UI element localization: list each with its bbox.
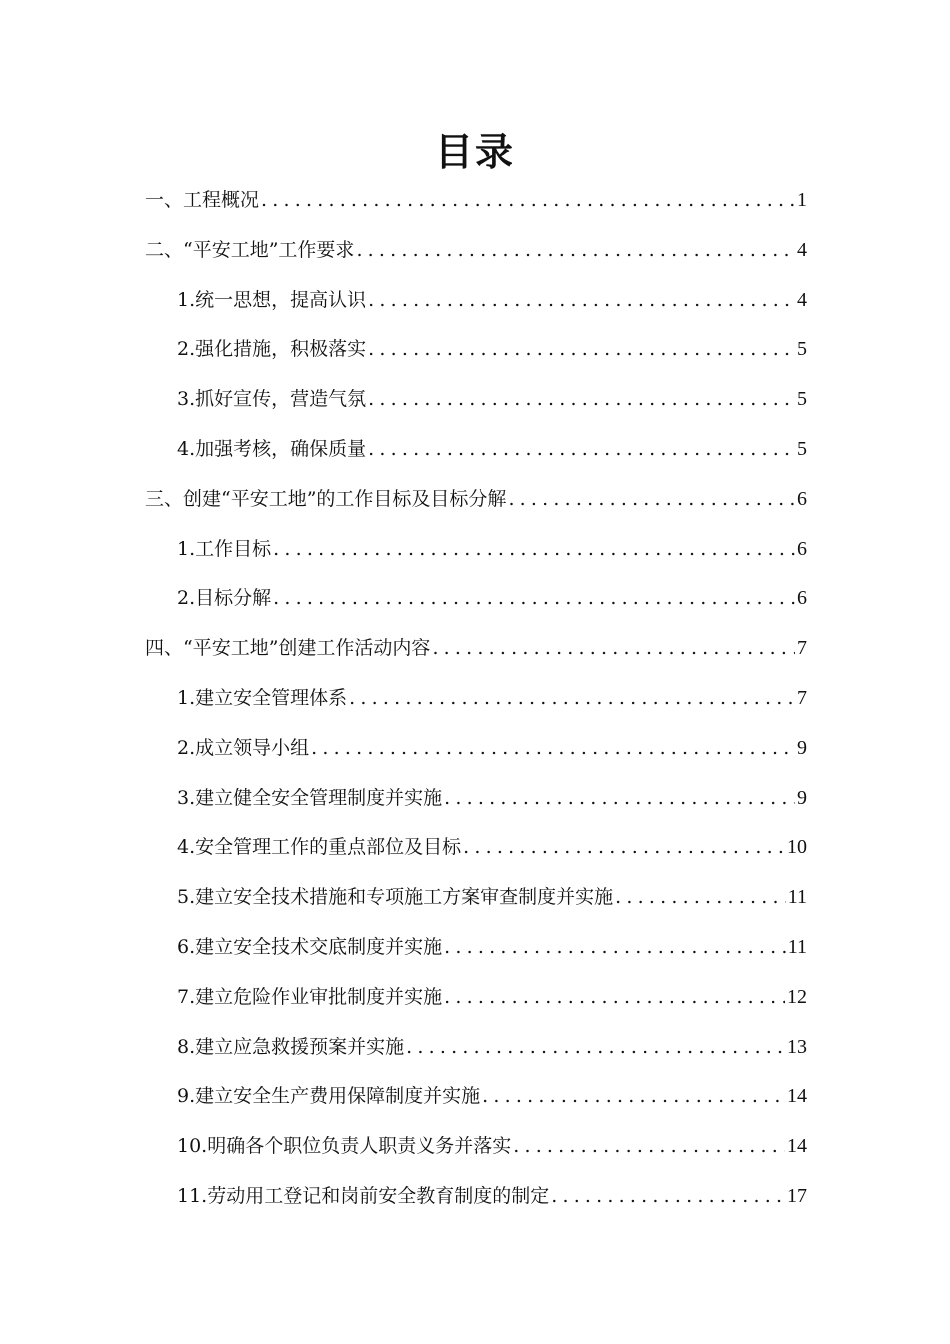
toc-entry-label: 二、“平安工地”工作要求: [145, 238, 355, 261]
toc-dot-leader: [368, 375, 795, 425]
toc-entry-page-number: 10: [787, 836, 807, 859]
toc-entry[interactable]: [145, 276, 807, 326]
toc-entry-page-number: 7: [797, 637, 807, 660]
toc-dot-leader: [508, 475, 795, 525]
toc-entry-label: 11.劳动用工登记和岗前安全教育制度的制定: [177, 1184, 550, 1207]
toc-entry-label: 10.明确各个职位负责人职责义务并落实: [177, 1135, 512, 1158]
toc-entry-label: 9.建立安全生产费用保障制度并实施: [177, 1085, 481, 1108]
toc-dot-leader: [406, 1023, 785, 1073]
toc-entry[interactable]: [145, 475, 807, 525]
toc-entry-label: 3.抓好宣传，营造气氛: [177, 388, 367, 411]
toc-entry-page-number: 9: [797, 786, 807, 809]
toc-entry-label: 2.成立领导小组: [177, 736, 310, 759]
toc-entry-page-number: 4: [797, 288, 807, 311]
toc-dot-leader: [444, 774, 795, 824]
toc-entry-page-number: 5: [797, 437, 807, 460]
toc-entry[interactable]: [145, 574, 807, 624]
toc-entry-page-number: 9: [797, 736, 807, 759]
table-of-contents: [145, 176, 807, 1222]
toc-dot-leader: [513, 1122, 785, 1172]
toc-title: 目录: [434, 130, 515, 174]
toc-entry[interactable]: [145, 873, 807, 923]
toc-dot-leader: [444, 973, 785, 1023]
toc-entry[interactable]: [145, 823, 807, 873]
toc-entry-label: 7.建立危险作业审批制度并实施: [177, 985, 443, 1008]
toc-dot-leader: [356, 226, 795, 276]
toc-entry-page-number: 14: [787, 1085, 807, 1108]
toc-dot-leader: [273, 525, 795, 575]
toc-entry-label: 2.目标分解: [177, 587, 272, 610]
toc-entry-page-number: 17: [787, 1184, 807, 1207]
toc-dot-leader: [444, 923, 786, 973]
toc-entry-page-number: 6: [797, 487, 807, 510]
toc-entry-page-number: 6: [797, 587, 807, 610]
toc-entry-page-number: 14: [787, 1135, 807, 1158]
toc-entry[interactable]: [145, 226, 807, 276]
toc-entry[interactable]: [145, 1172, 807, 1222]
toc-entry[interactable]: [145, 1072, 807, 1122]
toc-entry-page-number: 12: [787, 985, 807, 1008]
toc-dot-leader: [368, 325, 795, 375]
toc-entry[interactable]: [145, 525, 807, 575]
toc-dot-leader: [615, 873, 786, 923]
toc-dot-leader: [482, 1072, 785, 1122]
toc-entry-label: 1.统一思想，提高认识: [177, 288, 367, 311]
toc-entry[interactable]: [145, 325, 807, 375]
toc-dot-leader: [261, 176, 795, 226]
toc-dot-leader: [551, 1172, 785, 1222]
toc-entry[interactable]: [145, 973, 807, 1023]
toc-entry[interactable]: [145, 1023, 807, 1073]
toc-entry-page-number: 5: [797, 388, 807, 411]
toc-entry-page-number: 6: [797, 537, 807, 560]
toc-dot-leader: [311, 724, 795, 774]
toc-entry-label: 2.强化措施，积极落实: [177, 338, 367, 361]
toc-entry[interactable]: [145, 425, 807, 475]
toc-entry-label: 1.建立安全管理体系: [177, 686, 348, 709]
toc-entry-label: 5.建立安全技术措施和专项施工方案审查制度并实施: [177, 886, 614, 909]
toc-entry[interactable]: [145, 1122, 807, 1172]
toc-entry[interactable]: [145, 724, 807, 774]
toc-entry-page-number: 11: [787, 886, 807, 909]
toc-entry-label: 1.工作目标: [177, 537, 272, 560]
toc-dot-leader: [463, 823, 785, 873]
toc-entry[interactable]: [145, 176, 807, 226]
toc-entry-label: 3.建立健全安全管理制度并实施: [177, 786, 443, 809]
toc-dot-leader: [368, 425, 795, 475]
toc-entry-page-number: 11: [787, 935, 807, 958]
toc-entry-page-number: 4: [797, 238, 807, 261]
toc-dot-leader: [432, 624, 795, 674]
toc-entry-label: 三、创建“平安工地”的工作目标及目标分解: [145, 487, 507, 510]
toc-entry-page-number: 1: [797, 189, 807, 211]
toc-entry[interactable]: [145, 923, 807, 973]
toc-entry-label: 4.安全管理工作的重点部位及目标: [177, 836, 462, 859]
toc-dot-leader: [368, 276, 795, 326]
toc-entry-page-number: 7: [797, 686, 807, 709]
toc-entry[interactable]: [145, 624, 807, 674]
toc-dot-leader: [349, 674, 795, 724]
toc-entry[interactable]: [145, 674, 807, 724]
toc-entry-label: 6.建立安全技术交底制度并实施: [177, 935, 443, 958]
toc-entry-page-number: 13: [787, 1035, 807, 1058]
toc-entry[interactable]: [145, 375, 807, 425]
toc-entry-label: 8.建立应急救援预案并实施: [177, 1035, 405, 1058]
toc-entry-label: 4.加强考核，确保质量: [177, 437, 367, 460]
toc-entry[interactable]: [145, 774, 807, 824]
toc-entry-label: 四、“平安工地”创建工作活动内容: [145, 637, 431, 660]
toc-entry-page-number: 5: [797, 338, 807, 361]
toc-entry-label: 一、工程概况: [145, 189, 260, 211]
toc-dot-leader: [273, 574, 795, 624]
